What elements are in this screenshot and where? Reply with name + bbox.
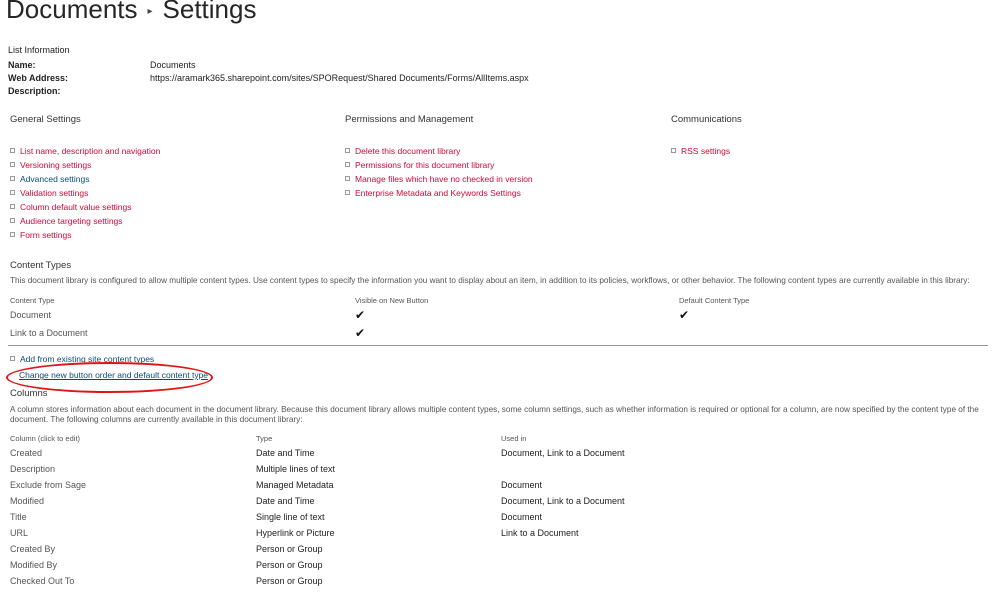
column-type: Date and Time bbox=[256, 496, 315, 506]
name-label: Name: bbox=[8, 60, 36, 70]
column-type: Person or Group bbox=[256, 576, 323, 586]
col-header-name: Column (click to edit) bbox=[10, 434, 81, 443]
link-form-settings[interactable]: Form settings bbox=[10, 230, 72, 240]
bullet-icon bbox=[671, 148, 676, 153]
bullet-icon bbox=[10, 204, 15, 209]
link-enterprise-metadata[interactable]: Enterprise Metadata and Keywords Settings bbox=[345, 188, 521, 198]
column-link-description[interactable]: Description bbox=[10, 464, 56, 474]
columns-heading: Columns bbox=[10, 388, 48, 399]
column-link-modified-by[interactable]: Modified By bbox=[10, 560, 58, 570]
column-used-in: Document bbox=[501, 512, 543, 522]
ct-row-link-to-document[interactable]: Link to a Document bbox=[10, 328, 88, 338]
bullet-icon bbox=[10, 190, 15, 195]
page-title bbox=[6, 0, 256, 25]
bullet-icon bbox=[10, 356, 15, 361]
col-header-used: Used in bbox=[501, 434, 527, 443]
link-permissions[interactable]: Permissions for this document library bbox=[345, 160, 494, 170]
column-used-in: Link to a Document bbox=[501, 528, 579, 538]
divider bbox=[8, 345, 988, 346]
web-address-label: Web Address: bbox=[8, 73, 69, 83]
column-type: Date and Time bbox=[256, 448, 315, 458]
communications-heading: Communications bbox=[671, 114, 742, 125]
ct-col-type: Content Type bbox=[10, 296, 55, 305]
web-address-value: https://aramark365.sharepoint.com/sites/SPORequest/Shared Documents/Forms/AllItems.aspx bbox=[150, 73, 529, 83]
column-type: Managed Metadata bbox=[256, 480, 334, 490]
bullet-icon bbox=[10, 162, 15, 167]
breadcrumb-documents[interactable]: Documents bbox=[6, 0, 138, 24]
name-value: Documents bbox=[150, 60, 196, 70]
link-advanced[interactable]: Advanced settings bbox=[10, 174, 89, 184]
general-settings-heading: General Settings bbox=[10, 114, 81, 125]
check-icon: ✔ bbox=[355, 308, 366, 322]
link-validation[interactable]: Validation settings bbox=[10, 188, 88, 198]
description-label: Description: bbox=[8, 86, 61, 96]
column-link-created-by[interactable]: Created By bbox=[10, 544, 56, 554]
ct-col-visible: Visible on New Button bbox=[355, 296, 429, 305]
col-header-type: Type bbox=[256, 434, 273, 443]
link-manage-files[interactable]: Manage files which have no checked in version bbox=[345, 174, 533, 184]
column-used-in: Document, Link to a Document bbox=[501, 496, 625, 506]
column-link-exclude-from-sage[interactable]: Exclude from Sage bbox=[10, 480, 87, 490]
breadcrumb-arrow-icon: ▸ bbox=[147, 6, 153, 17]
bullet-icon bbox=[10, 218, 15, 223]
bullet-icon bbox=[345, 148, 350, 153]
bullet-icon bbox=[345, 190, 350, 195]
column-link-checked-out-to[interactable]: Checked Out To bbox=[10, 576, 75, 586]
link-audience[interactable]: Audience targeting settings bbox=[10, 216, 123, 226]
column-type: Multiple lines of text bbox=[256, 464, 336, 474]
link-add-content-types[interactable]: Add from existing site content types bbox=[10, 354, 154, 364]
column-type: Person or Group bbox=[256, 560, 323, 570]
column-link-created[interactable]: Created bbox=[10, 448, 43, 458]
link-versioning[interactable]: Versioning settings bbox=[10, 160, 91, 170]
content-types-heading: Content Types bbox=[10, 260, 72, 271]
column-type: Single line of text bbox=[256, 512, 325, 522]
ct-row-document[interactable]: Document bbox=[10, 310, 52, 320]
bullet-icon bbox=[10, 148, 15, 153]
bullet-icon bbox=[10, 232, 15, 237]
check-icon: ✔ bbox=[355, 326, 366, 340]
link-rss[interactable]: RSS settings bbox=[671, 146, 730, 156]
column-link-url[interactable]: URL bbox=[10, 528, 29, 538]
link-delete-library[interactable]: Delete this document library bbox=[345, 146, 460, 156]
link-column-default[interactable]: Column default value settings bbox=[10, 202, 132, 212]
bullet-icon bbox=[10, 176, 15, 181]
column-type: Person or Group bbox=[256, 544, 323, 554]
column-type: Hyperlink or Picture bbox=[256, 528, 335, 538]
column-used-in: Document bbox=[501, 480, 543, 490]
link-list-name[interactable]: List name, description and navigation bbox=[10, 146, 160, 156]
breadcrumb-settings: Settings bbox=[162, 0, 257, 24]
column-link-title[interactable]: Title bbox=[10, 512, 27, 522]
bullet-icon bbox=[345, 162, 350, 167]
check-icon: ✔ bbox=[679, 308, 690, 322]
ct-col-default: Default Content Type bbox=[679, 296, 750, 305]
bullet-icon bbox=[345, 176, 350, 181]
list-info-heading: List Information bbox=[8, 45, 70, 55]
column-used-in: Document, Link to a Document bbox=[501, 448, 625, 458]
link-change-button-order[interactable]: Change new button order and default content type bbox=[19, 370, 209, 380]
columns-description: A column stores information about each document in the document library. Because this document library allows multiple content types, some column settings, such as whether information is required or optional for a column, are now specified by the content type of the document. The following columns are currently available in this document library: bbox=[10, 405, 979, 424]
permissions-heading: Permissions and Management bbox=[345, 114, 474, 125]
column-link-modified[interactable]: Modified bbox=[10, 496, 45, 506]
content-types-description: This document library is configured to allow multiple content types. Use content types to specify the information you want to display about an item, in addition to its policies, workflows, or other behavior. The following content types are currently available in this library: bbox=[10, 276, 970, 285]
